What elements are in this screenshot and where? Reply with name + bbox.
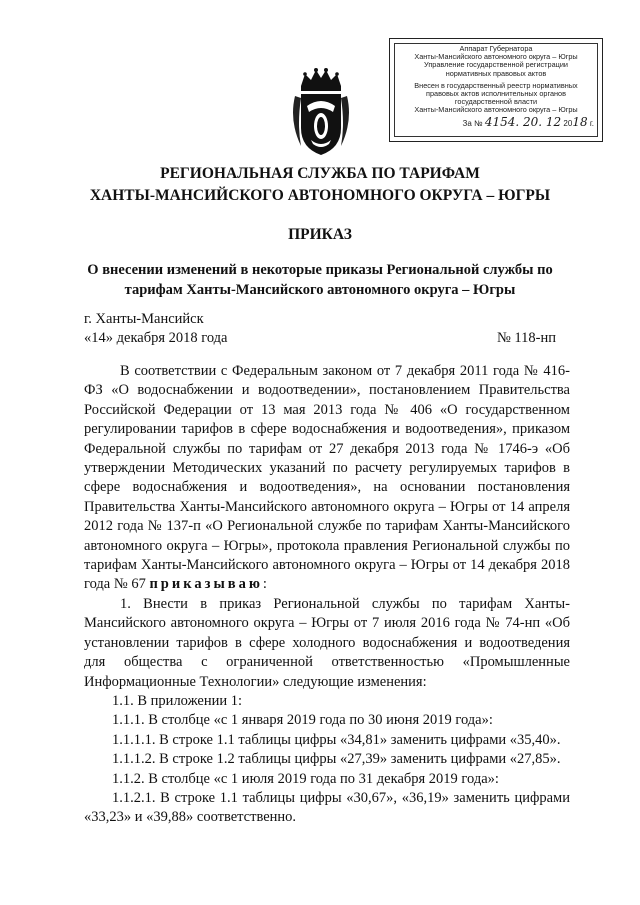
organization-name-line1: РЕГИОНАЛЬНАЯ СЛУЖБА ПО ТАРИФАМ (160, 165, 480, 182)
clause-1-1-2-1: 1.1.2.1. В строке 1.1 таблицы цифры «30,67», «36,19» заменить цифрами «33,23» и «39,88» соответственно. (84, 789, 570, 826)
clause-1-1: 1.1. В приложении 1: (112, 692, 243, 709)
preamble-paragraph (84, 362, 570, 595)
document-body (84, 362, 570, 828)
stamp-line: Управление государственной регистрации (424, 60, 568, 70)
clause-1-1-1-2: 1.1.1.2. В строке 1.2 таблицы цифры «27,39» заменить цифрами «27,85». (112, 751, 561, 768)
stamp-line: Внесен в государственный реестр нормативных (414, 80, 578, 90)
stamp-reg-number: 4154. 20. 12 (484, 114, 562, 129)
organization-name-line2: ХАНТЫ-МАНСИЙСКОГО АВТОНОМНОГО ОКРУГА – ЮГРЫ (89, 187, 551, 204)
stamp-year-suffix: 18 (572, 114, 588, 129)
document-date: «14» декабря 2018 года (84, 330, 228, 346)
stamp-line: государственной власти (454, 97, 538, 107)
order-word: приказываю (149, 576, 263, 593)
registration-stamp (389, 38, 603, 142)
order-colon: : (262, 576, 267, 593)
clause-1-1-1: 1.1.1. В столбце «с 1 января 2019 года по 30 июня 2019 года»: (112, 712, 493, 729)
clause-1-1-1-1: 1.1.1.1. В строке 1.1 таблицы цифры «34,81» заменить цифрами «35,40». (112, 731, 561, 748)
stamp-inner-frame (394, 43, 598, 137)
coat-of-arms-icon (287, 66, 355, 158)
preamble-text: В соответствии с Федеральным законом от 7 декабря 2011 года № 416-ФЗ «О водоснабжении и водоотведении», постановлением Правительства Российской Федерации от 13 мая 2013 года № 406 «О государственном регулировании тарифов в сфере водоснабжения и водоотведения», приказом Федеральной службы по тарифам от 27 декабря 2013 года № 1746-э «Об утверждении Методических указаний по расчету регулируемых тарифов в сфере водоснабжения и водоотведения», на основании постановления Правительства Ханты-Мансийского автономного округа – Югры от 14 апреля 2012 года № 137-п «О Региональной службе по тарифам Ханты-Мансийского автономного округа – Югры», протокола правления Региональной службы по тарифам Ханты-Мансийского автономного округа – Югры от 14 декабря 2018 года № 67 (84, 363, 570, 593)
stamp-year-end: г. (589, 118, 594, 128)
stamp-line: Ханты-Мансийского автономного округа – Югры (414, 105, 578, 115)
stamp-line: правовых актов исполнительных органов (426, 89, 566, 99)
document-number: № 118-нп (496, 330, 556, 346)
stamp-line: нормативных правовых актов (445, 68, 547, 78)
stamp-line: Аппарат Губернатора (459, 44, 533, 53)
city: г. Ханты-Мансийск (84, 311, 204, 327)
clause-1-1-2: 1.1.2. В столбце «с 1 июля 2019 года по 31 декабря 2019 года»: (112, 770, 499, 787)
document-subject: О внесении изменений в некоторые приказы Региональной службы по тарифам Ханты-Мансийского автономного округа – Югры (87, 262, 553, 298)
stamp-line: Ханты-Мансийского автономного округа – Югры (414, 52, 578, 62)
document-type: ПРИКАЗ (288, 226, 352, 243)
stamp-year-prefix: 20 (563, 118, 573, 128)
stamp-date-prefix: За № (462, 118, 483, 128)
stamp-registration-line (398, 114, 594, 129)
clause-1: 1. Внести в приказ Региональной службы по тарифам Ханты-Мансийского автономного округа – Югры от 7 июля 2016 года № 74-нп «Об установлении тарифов в сфере холодного водоснабжения и водоотведения для общества с ограниченной ответственностью «Промышленные Информационные Технологии» следующие изменения: (84, 595, 570, 690)
